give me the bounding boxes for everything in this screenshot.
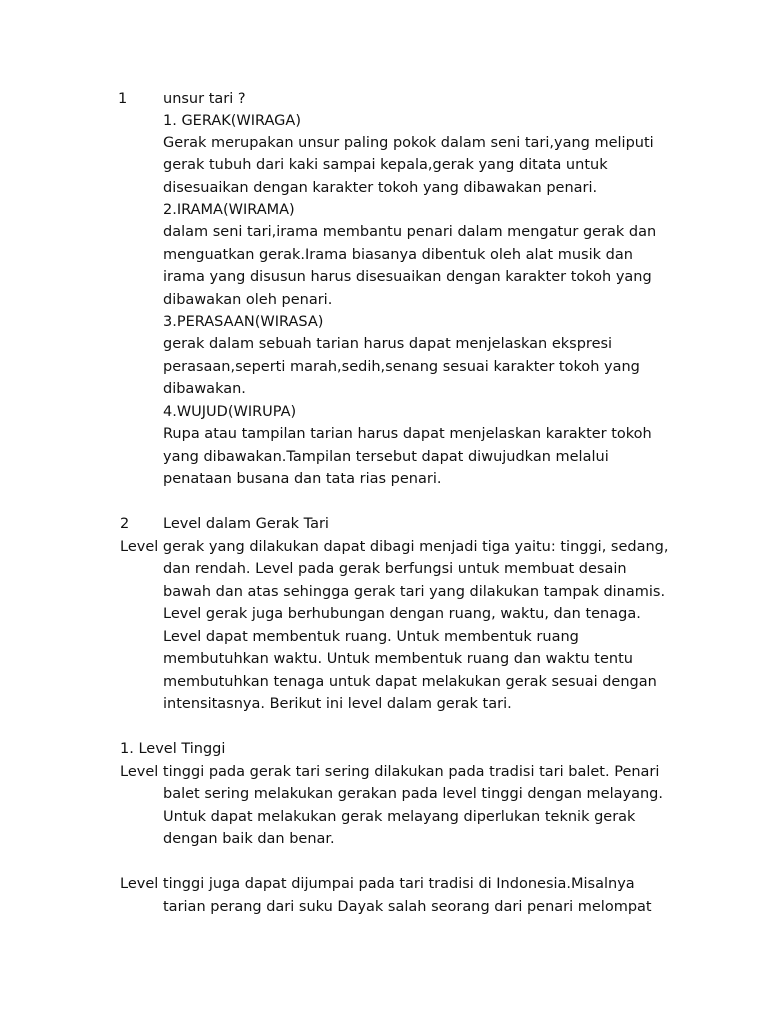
item-2-line: menguatkan gerak.Irama biasanya dibentuk oleh alat musik dan <box>163 247 633 263</box>
item-3-title: 3.PERASAAN(WIRASA) <box>163 314 324 330</box>
section-2-paragraph-line: Level gerak yang dilakukan dapat dibagi menjadi tiga yaitu: tinggi, sedang, <box>120 539 669 555</box>
section-3-paragraph-line: balet sering melakukan gerakan pada level tinggi dengan melayang. <box>163 786 663 802</box>
item-3-line: dibawakan. <box>163 381 246 397</box>
section-2-number: 2 <box>120 516 130 532</box>
item-4-line: penataan busana dan tata rias penari. <box>163 471 442 487</box>
item-1-title: 1. GERAK(WIRAGA) <box>163 113 301 129</box>
section-2-paragraph-line: intensitasnya. Berikut ini level dalam gerak tari. <box>163 696 512 712</box>
section-2-paragraph-line: membutuhkan waktu. Untuk membentuk ruang dan waktu tentu <box>163 651 633 667</box>
section-3-heading: 1. Level Tinggi <box>120 741 226 757</box>
section-2-paragraph-line: Level gerak juga berhubungan dengan ruang, waktu, dan tenaga. <box>163 606 641 622</box>
item-1-line: Gerak merupakan unsur paling pokok dalam seni tari,yang meliputi <box>163 135 654 151</box>
item-4-line: yang dibawakan.Tampilan tersebut dapat diwujudkan melalui <box>163 449 609 465</box>
section-3-paragraph-line: tarian perang dari suku Dayak salah seorang dari penari melompat <box>163 899 652 915</box>
section-2-paragraph-line: dan rendah. Level pada gerak berfungsi untuk membuat desain <box>163 561 627 577</box>
item-2-line: dalam seni tari,irama membantu penari dalam mengatur gerak dan <box>163 224 657 240</box>
section-3-paragraph-line: Level tinggi pada gerak tari sering dilakukan pada tradisi tari balet. Penari <box>120 764 660 780</box>
item-2-title: 2.IRAMA(WIRAMA) <box>163 202 295 218</box>
section-1-number: 1 <box>118 91 128 107</box>
item-3-line: perasaan,seperti marah,sedih,senang sesuai karakter tokoh yang <box>163 359 640 375</box>
section-2-paragraph-line: membutuhkan tenaga untuk dapat melakukan gerak sesuai dengan <box>163 674 657 690</box>
section-3-paragraph-line: Untuk dapat melakukan gerak melayang diperlukan teknik gerak <box>163 809 636 825</box>
item-1-line: disesuaikan dengan karakter tokoh yang dibawakan penari. <box>163 180 598 196</box>
item-1-line: gerak tubuh dari kaki sampai kepala,gerak yang ditata untuk <box>163 157 608 173</box>
item-3-line: gerak dalam sebuah tarian harus dapat menjelaskan ekspresi <box>163 336 613 352</box>
section-2-paragraph-line: bawah dan atas sehingga gerak tari yang dilakukan tampak dinamis. <box>163 584 666 600</box>
section-2-paragraph-line: Level dapat membentuk ruang. Untuk membentuk ruang <box>163 629 579 645</box>
item-4-title: 4.WUJUD(WIRUPA) <box>163 404 297 420</box>
section-3-paragraph-line: Level tinggi juga dapat dijumpai pada tari tradisi di Indonesia.Misalnya <box>120 876 635 892</box>
item-2-line: irama yang disusun harus disesuaikan dengan karakter tokoh yang <box>163 269 652 285</box>
section-3-paragraph-line: dengan baik dan benar. <box>163 831 335 847</box>
item-4-line: Rupa atau tampilan tarian harus dapat menjelaskan karakter tokoh <box>163 426 652 442</box>
section-1-heading: unsur tari ? <box>163 91 246 107</box>
section-2-heading: Level dalam Gerak Tari <box>163 516 329 532</box>
item-2-line: dibawakan oleh penari. <box>163 292 333 308</box>
